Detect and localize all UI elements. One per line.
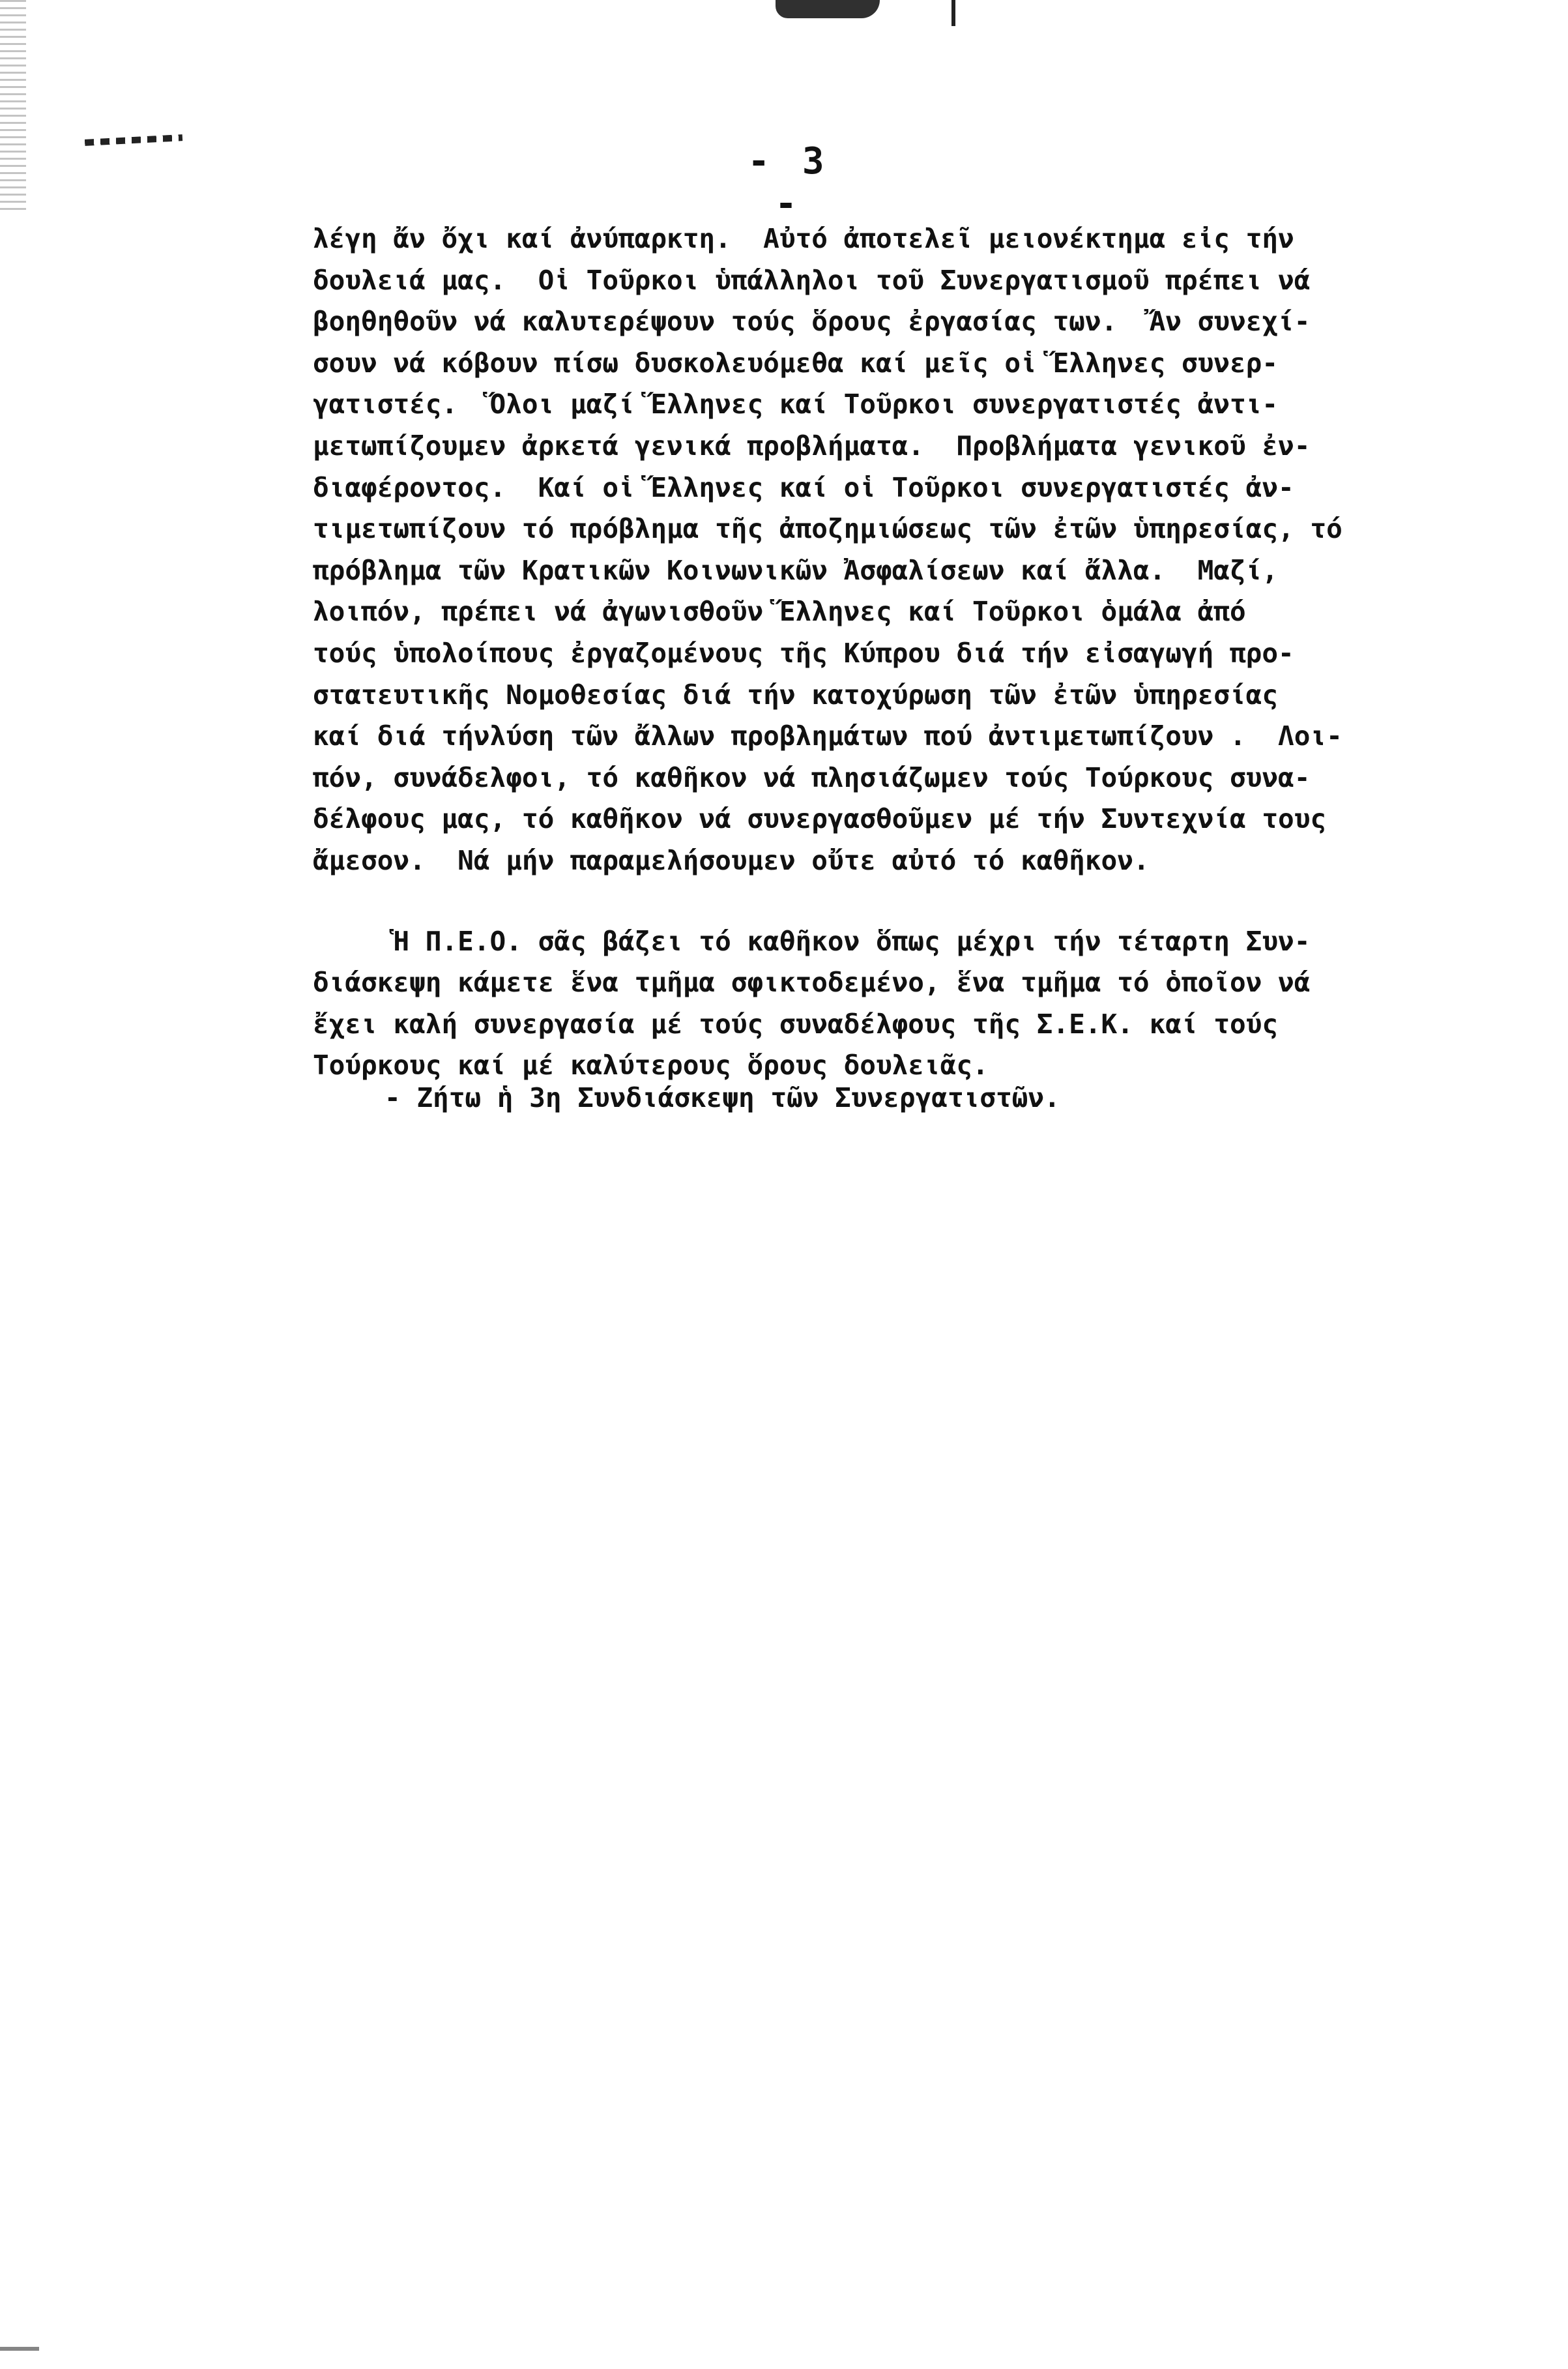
text-line: ἄμεσον. Νά μήν παραμελήσουμεν οὔτε αὐτό τό καθῆκον. [313,844,1150,876]
text-line: πόν, συνάδελφοι, τό καθῆκον νά πλησιάζωμεν τούς Τούρκους συνα- [313,761,1311,793]
scan-artifact-line [951,0,955,26]
text-line: τιμετωπίζουν τό πρόβλημα τῆς ἀποζημιώσεως τῶν ἐτῶν ὑπηρεσίας, τό [313,513,1343,545]
text-line: δέλφους μας, τό καθῆκον νά συνεργασθοῦμεν μέ τήν Συντεχνία τους [313,803,1327,835]
text-line: πρόβλημα τῶν Κρατικῶν Κοινωνικῶν Ἀσφαλίσεων καί ἄλλα. Μαζί, [313,554,1279,586]
text-line: διάσκεψη κάμετε ἕνα τμῆμα σφικτοδεμένο, ἕνα τμῆμα τό ὁποῖον νά [313,967,1311,999]
body-text [313,218,1408,1087]
text-line: καί διά τήνλύση τῶν ἄλλων προβλημάτων πού ἀντιμετωπίζουν . Λοι- [313,720,1343,752]
paragraph-1 [313,218,1408,882]
text-line: δουλειά μας. Οἱ Τοῦρκοι ὑπάλληλοι τοῦ Συνεργατισμοῦ πρέπει νά [313,264,1311,296]
scan-artifact-top [776,0,880,18]
page-number: - 3 - [748,140,830,225]
text-line: Ἡ Π.Ε.Ο. σᾶς βάζει τό καθῆκον ὅπως μέχρι τήν τέταρτη Συν- [313,925,1311,957]
paragraph-gap [313,882,1408,921]
text-line: διαφέροντος. Καί οἱ Ἕλληνες καί οἱ Τοῦρκοι συνεργατιστές ἀν- [313,471,1294,503]
text-line: σουν νά κόβουν πίσω δυσκολευόμεθα καί μεῖς οἱ Ἕλληνες συνερ- [313,347,1279,379]
paragraph-2 [313,921,1408,1087]
text-line: ἔχει καλή συνεργασία μέ τούς συναδέλφους τῆς Σ.Ε.Κ. καί τούς [313,1008,1279,1040]
closing-line: - Ζήτω ἡ 3η Συνδιάσκεψη τῶν Συνεργατιστῶν. [385,1082,1060,1113]
text-line: τούς ὑπολοίπους ἐργαζομένους τῆς Κύπρου διά τήν εἰσαγωγή προ- [313,637,1294,669]
scan-artifact-left-edge [0,0,26,215]
text-line: βοηθηθοῦν νά καλυτερέψουν τούς ὅρους ἐργασίας των. Ἄν συνεχί- [313,306,1311,338]
text-line: λοιπόν, πρέπει νά ἀγωνισθοῦν Ἕλληνες καί Τοῦρκοι ὁμάλα ἀπό [313,596,1246,628]
text-line: μετωπίζουμεν ἀρκετά γενικά προβλήματα. Προβλήματα γενικοῦ ἐν- [313,430,1311,462]
text-line: λέγη ἄν ὄχι καί ἀνύπαρκτη. Αὐτό ἀποτελεῖ μειονέκτημα εἰς τήν [313,223,1294,254]
scan-artifact-bottom [0,2347,39,2351]
text-line: Τούρκους καί μέ καλύτερους ὅρους δουλειᾶς. [313,1050,989,1082]
scan-artifact-mark [85,134,182,146]
text-line: γατιστές. Ὅλοι μαζί Ἕλληνες καί Τοῦρκοι συνεργατιστές ἀντι- [313,389,1279,420]
text-line: στατευτικῆς Νομοθεσίας διά τήν κατοχύρωση τῶν ἐτῶν ὑπηρεσίας [313,679,1279,711]
